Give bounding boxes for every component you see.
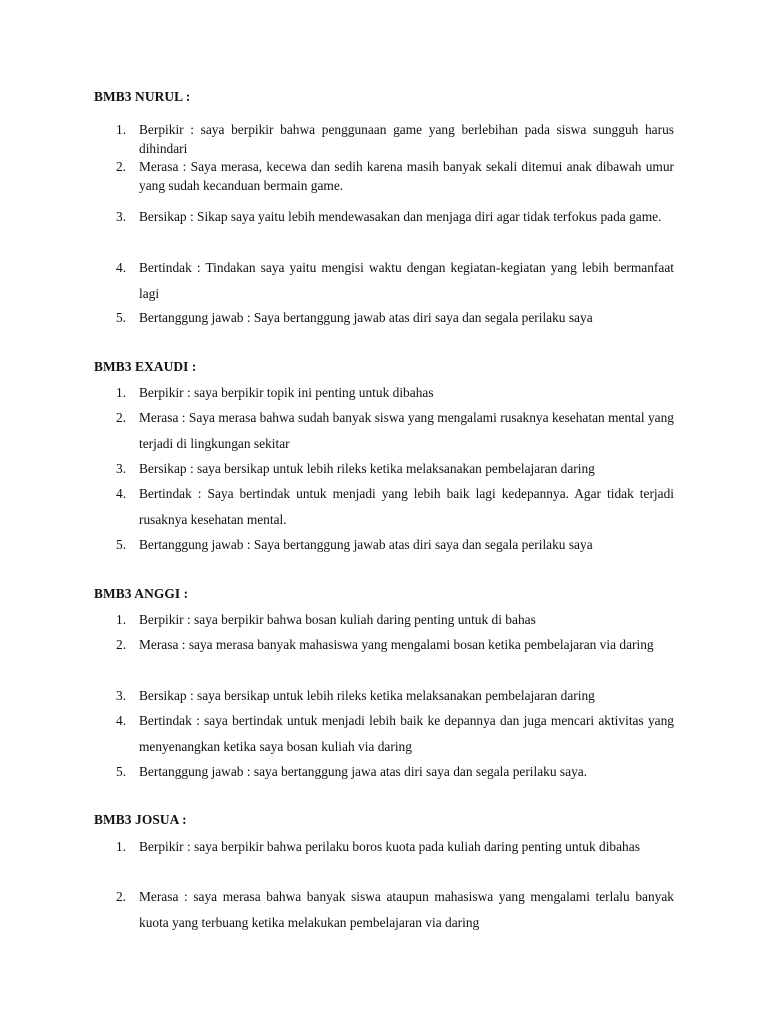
list-number: 5. [116, 764, 127, 779]
list-text: Merasa : saya merasa banyak mahasiswa yang mengalami bosan ketika pembelajaran via daring [139, 637, 654, 652]
section-heading-josua: BMB3 JOSUA : [94, 812, 187, 827]
list-number: 3. [116, 461, 127, 476]
list-item [116, 834, 674, 860]
list-item [116, 380, 674, 406]
list-number: 1. [116, 122, 127, 137]
list-item [116, 708, 674, 759]
list-item [116, 632, 674, 658]
list-number: 2. [116, 889, 127, 904]
list-number: 1. [116, 385, 127, 400]
list-text: Bertindak : saya bertindak untuk menjadi lebih baik ke depannya dan juga mencari aktivitas yang menyenangkan ketika saya bosan kuliah via daring [139, 713, 674, 754]
list-text: Bertanggung jawab : Saya bertanggung jawab atas diri saya dan segala perilaku saya [139, 537, 593, 552]
list-item [116, 456, 674, 482]
list-number: 2. [116, 410, 127, 425]
list-text: Bersikap : saya bersikap untuk lebih rileks ketika melaksanakan pembelajaran daring [139, 688, 595, 703]
list-number: 3. [116, 209, 127, 224]
list-number: 4. [116, 713, 127, 728]
section-heading-nurul: BMB3 NURUL : [94, 89, 191, 104]
list-number: 5. [116, 537, 127, 552]
list-text: Merasa : saya merasa bahwa banyak siswa ataupun mahasiswa yang mengalami terlalu banyak kuota yang terbuang ketika melakukan pembelajaran via daring [139, 889, 674, 930]
list-text: Merasa : Saya merasa, kecewa dan sedih karena masih banyak sekali ditemui anak dibawah umur yang sudah kecanduan bermain game. [139, 159, 674, 193]
list-item [116, 884, 674, 935]
list-item [116, 120, 674, 158]
list-item [116, 157, 674, 195]
list-text: Bertindak : Tindakan saya yaitu mengisi waktu dengan kegiatan-kegiatan yang lebih bermanfaat lagi [139, 260, 674, 301]
list-item [116, 683, 674, 709]
list-number: 5. [116, 310, 127, 325]
list-item [116, 405, 674, 456]
list-item [116, 759, 674, 785]
list-item [116, 305, 674, 331]
list-number: 3. [116, 688, 127, 703]
list-text: Bersikap : Sikap saya yaitu lebih mendewasakan dan menjaga diri agar tidak terfokus pada game. [139, 209, 662, 224]
list-text: Bertindak : Saya bertindak untuk menjadi yang lebih baik lagi kedepannya. Agar tidak terjadi rusaknya kesehatan mental. [139, 486, 674, 527]
list-number: 2. [116, 159, 127, 174]
list-number: 4. [116, 486, 127, 501]
list-text: Berpikir : saya berpikir topik ini penting untuk dibahas [139, 385, 434, 400]
list-number: 2. [116, 637, 127, 652]
list-text: Berpikir : saya berpikir bahwa penggunaan game yang berlebihan pada siswa sungguh harus dihindari [139, 122, 674, 156]
list-item [116, 607, 674, 633]
list-item [116, 204, 674, 230]
list-text: Berpikir : saya berpikir bahwa bosan kuliah daring penting untuk di bahas [139, 612, 536, 627]
list-text: Bertanggung jawab : Saya bertanggung jawab atas diri saya dan segala perilaku saya [139, 310, 593, 325]
section-heading-anggi: BMB3 ANGGI : [94, 586, 189, 601]
list-number: 1. [116, 839, 127, 854]
list-text: Merasa : Saya merasa bahwa sudah banyak siswa yang mengalami rusaknya kesehatan mental yang terjadi di lingkungan sekitar [139, 410, 674, 451]
list-item [116, 532, 674, 558]
list-number: 4. [116, 260, 127, 275]
list-item [116, 481, 674, 532]
section-heading-exaudi: BMB3 EXAUDI : [94, 359, 197, 374]
list-number: 1. [116, 612, 127, 627]
list-text: Bertanggung jawab : saya bertanggung jawa atas diri saya dan segala perilaku saya. [139, 764, 588, 779]
list-item [116, 255, 674, 306]
list-text: Bersikap : saya bersikap untuk lebih rileks ketika melaksanakan pembelajaran daring [139, 461, 595, 476]
list-text: Berpikir : saya berpikir bahwa perilaku boros kuota pada kuliah daring penting untuk dibahas [139, 839, 640, 854]
